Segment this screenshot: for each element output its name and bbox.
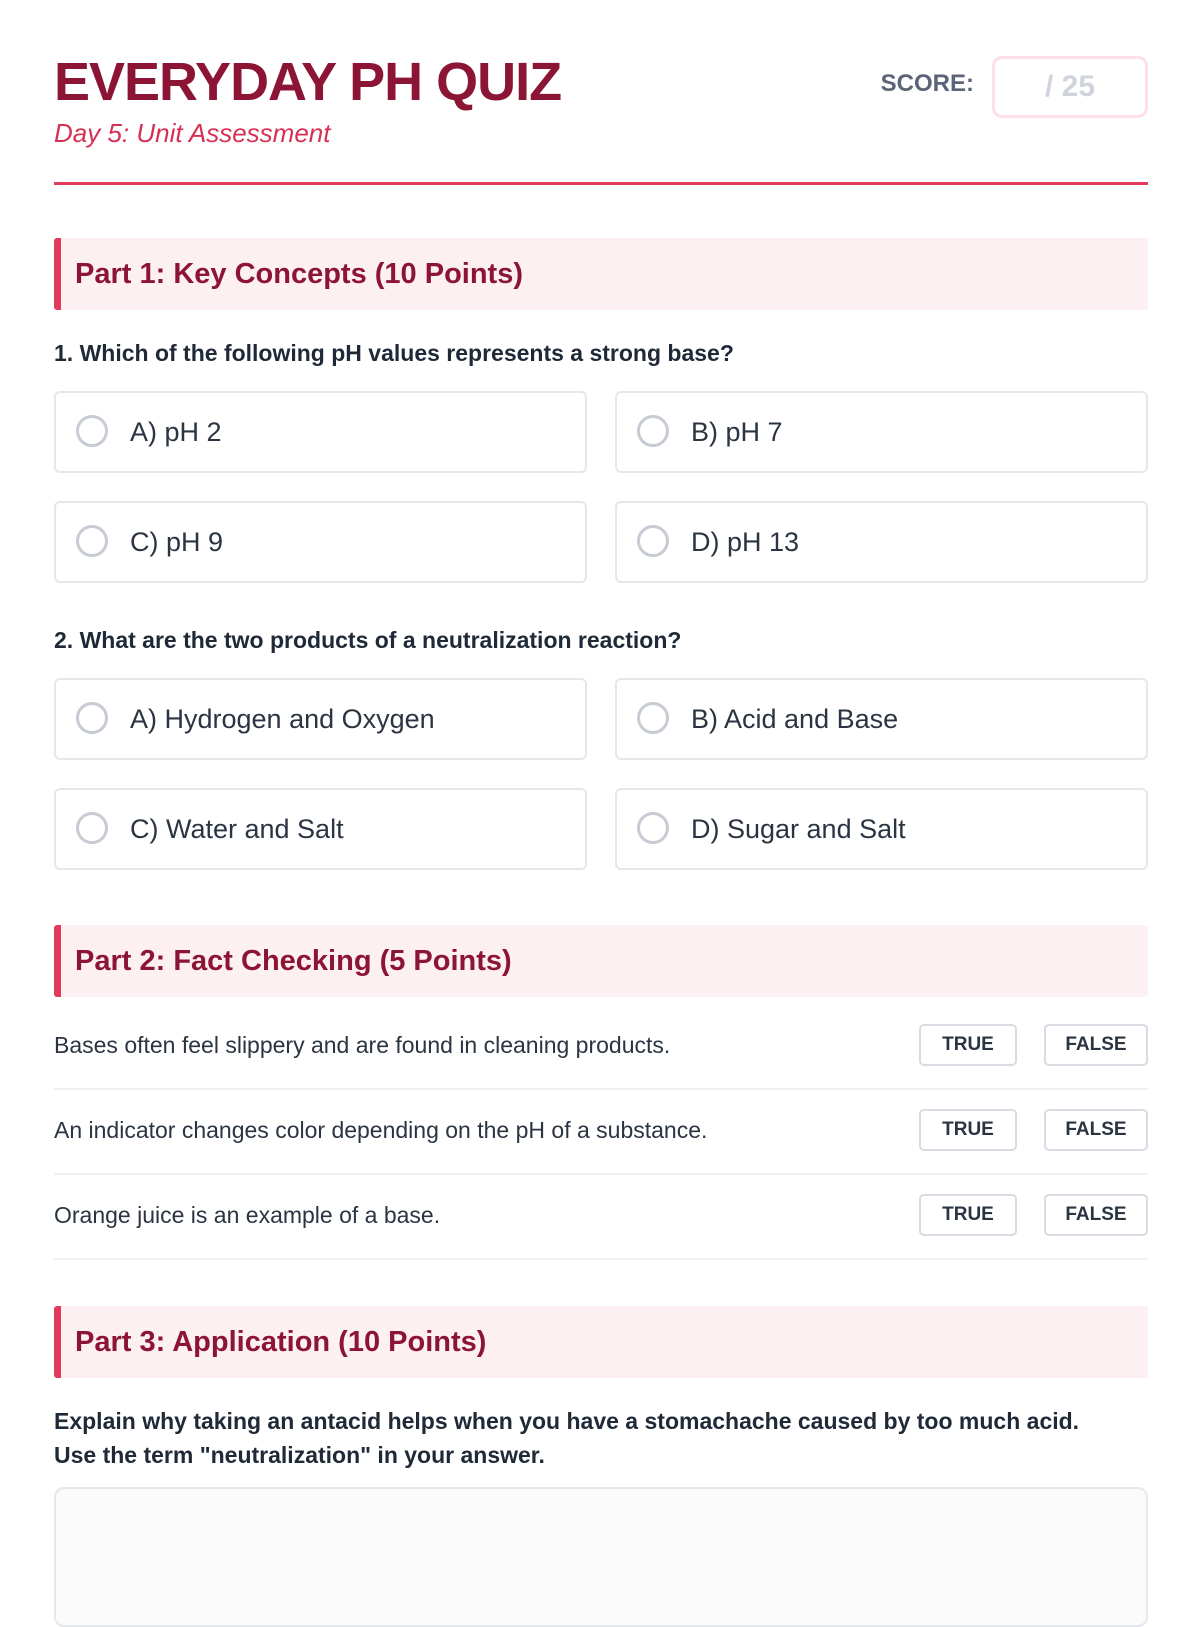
answer-textarea[interactable]: [54, 1487, 1148, 1627]
prompt-line-1: Explain why taking an antacid helps when you have a stomachache caused by too much acid.: [54, 1408, 1080, 1434]
fact-row: [54, 1090, 1148, 1175]
option-label: A) Hydrogen and Oxygen: [130, 704, 435, 734]
fact-row: [54, 1005, 1148, 1090]
radio-icon[interactable]: [76, 525, 108, 557]
radio-icon[interactable]: [637, 525, 669, 557]
fact-statement: Orange juice is an example of a base.: [54, 1202, 441, 1228]
radio-icon[interactable]: [637, 415, 669, 447]
q2-option-d[interactable]: [615, 788, 1148, 870]
option-label: B) pH 7: [691, 417, 783, 447]
fact-statement: Bases often feel slippery and are found in cleaning products.: [54, 1032, 671, 1058]
radio-icon[interactable]: [76, 415, 108, 447]
score-field[interactable]: / 25: [992, 56, 1148, 118]
option-label: B) Acid and Base: [691, 704, 899, 734]
true-button[interactable]: TRUE: [919, 1024, 1017, 1066]
option-label: C) Water and Salt: [130, 814, 344, 844]
score-label: SCORE:: [880, 70, 974, 97]
radio-icon[interactable]: [637, 702, 669, 734]
q2-option-a[interactable]: [54, 678, 587, 760]
option-label: A) pH 2: [130, 417, 222, 447]
part1-heading: Part 1: Key Concepts (10 Points): [54, 238, 1148, 310]
true-button[interactable]: TRUE: [919, 1194, 1017, 1236]
option-label: C) pH 9: [130, 527, 224, 557]
q1-option-b[interactable]: [615, 391, 1148, 473]
fact-row: [54, 1175, 1148, 1260]
application-prompt: [54, 1404, 1148, 1472]
quiz-header: [54, 52, 1148, 185]
false-button[interactable]: FALSE: [1044, 1109, 1148, 1151]
question-2-text: 2. What are the two products of a neutralization reaction?: [54, 627, 682, 653]
false-button[interactable]: FALSE: [1044, 1194, 1148, 1236]
page-title: EVERYDAY PH QUIZ: [54, 52, 562, 112]
true-button[interactable]: TRUE: [919, 1109, 1017, 1151]
fact-statement: An indicator changes color depending on the pH of a substance.: [54, 1117, 708, 1143]
radio-icon[interactable]: [76, 812, 108, 844]
option-label: D) pH 13: [691, 527, 800, 557]
radio-icon[interactable]: [76, 702, 108, 734]
option-label: D) Sugar and Salt: [691, 814, 906, 844]
page-subtitle: Day 5: Unit Assessment: [54, 118, 331, 148]
question-1-text: 1. Which of the following pH values represents a strong base?: [54, 340, 734, 366]
q2-option-c[interactable]: [54, 788, 587, 870]
q1-option-d[interactable]: [615, 501, 1148, 583]
prompt-line-2: Use the term "neutralization" in your answer.: [54, 1442, 545, 1468]
q1-option-c[interactable]: [54, 501, 587, 583]
part3-heading: Part 3: Application (10 Points): [54, 1306, 1148, 1378]
q1-option-a[interactable]: [54, 391, 587, 473]
q2-option-b[interactable]: [615, 678, 1148, 760]
false-button[interactable]: FALSE: [1044, 1024, 1148, 1066]
radio-icon[interactable]: [637, 812, 669, 844]
part2-heading: Part 2: Fact Checking (5 Points): [54, 925, 1148, 997]
